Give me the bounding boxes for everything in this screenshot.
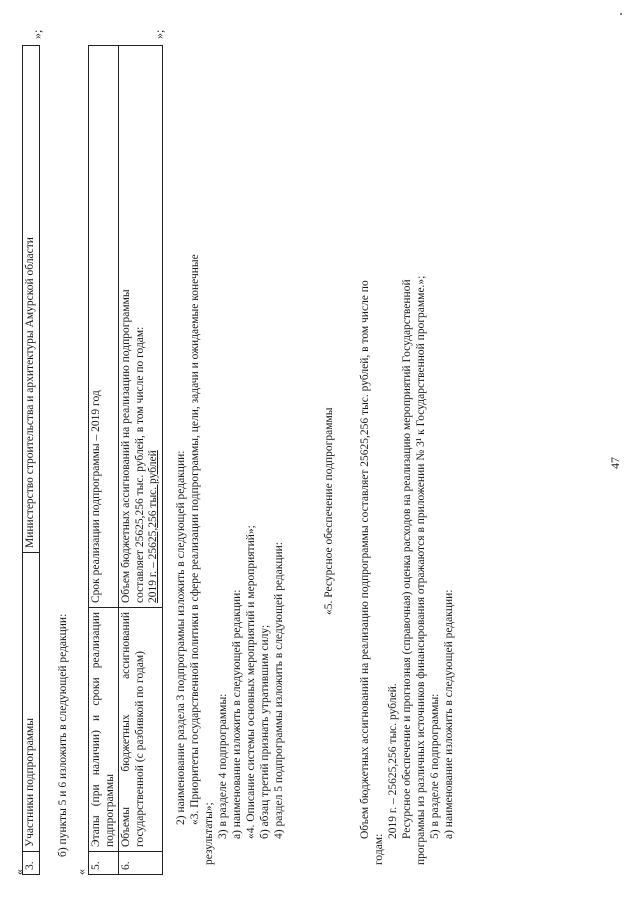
- table-row: [89, 46, 119, 875]
- row-label: Участники подпрограммы: [23, 553, 40, 852]
- participants-table: [22, 45, 40, 875]
- table2-close: »;: [152, 29, 166, 39]
- row-number: 6.: [119, 852, 163, 875]
- para-line: Объем бюджетных ассигнований на реализацию подпрограммы составляет 25625,256 тыс. рублей, в том числе по: [359, 280, 371, 839]
- sections-table: [88, 45, 163, 875]
- table-row: [23, 46, 40, 875]
- row-number: 5.: [89, 852, 119, 875]
- item-b-text: б) пункты 5 и 6 изложить в следующей редакции:: [57, 613, 69, 857]
- row-label: [89, 608, 119, 852]
- body-line: 2) наименование раздела 3 подпрограммы изложить в следующей редакции:: [175, 450, 187, 825]
- table1-open-quote: «: [12, 869, 26, 875]
- row-label: [119, 608, 163, 852]
- body-line: 3) в разделе 4 подпрограммы:: [217, 693, 229, 839]
- table2-open-quote: «: [74, 869, 88, 875]
- body-line: 4) раздел 5 подпрограммы изложить в следующей редакции:: [273, 542, 285, 839]
- para-line: 2019 г. – 25625,256 тыс. рублей.: [387, 683, 399, 839]
- row-value: [119, 46, 163, 608]
- para-line: а) наименование изложить в следующей редакции:: [443, 589, 455, 839]
- body-line: б) абзац третий признать утратившим силу;: [259, 624, 271, 839]
- row-label-line: Этапы (при наличии) и сроки реализации: [90, 612, 102, 847]
- para-line: Ресурсное обеспечение и прогнозная (справочная) оценка расходов на реализацию мероприятий Государственной: [401, 279, 413, 839]
- body-line: результаты»;: [203, 802, 215, 865]
- para-line: 5) в разделе 6 подпрограммы:: [429, 693, 441, 839]
- table1-close: »;: [30, 29, 44, 39]
- scan-speck: [620, 13, 622, 15]
- row-value-line: Срок реализации подпрограммы – 2019 год: [90, 390, 102, 603]
- row-label-line: государственной (с разбивкой по годам): [133, 651, 146, 847]
- row-label-line: подпрограммы: [103, 774, 116, 847]
- page-number: 47: [608, 457, 622, 469]
- body-line: «4. Описание системы основных мероприятий и мероприятий»;: [245, 525, 257, 839]
- row-value: [89, 46, 119, 608]
- body-line: «3. Приоритеты государственной политики в сфере реализации подпрограммы, цели, задачи и ожидаемые конечные: [189, 254, 201, 825]
- table-row: [119, 46, 163, 875]
- row-value: Министерство строительства и архитектуры Амурской области: [23, 46, 40, 553]
- row-value-line: Объем бюджетных ассигнований на реализацию подпрограммы: [120, 289, 132, 603]
- row-value-line: составляет 25625,256 тыс. рублей, в том числе по годам:: [133, 326, 146, 603]
- row-value-line: 2019 г. – 25625,256 тыс. рублей: [147, 450, 159, 603]
- para-line: годам:: [373, 833, 385, 865]
- para-line: программы из различных источников финансирования отражаются в приложении № 3¹ к Государственной программе.»;: [415, 275, 427, 865]
- row-label-line: Объемы бюджетных ассигнований: [120, 612, 132, 847]
- section-title: «5. Ресурсное обеспечение подпрограммы: [323, 407, 335, 615]
- body-line: а) наименование изложить в следующей редакции:: [231, 589, 243, 839]
- row-number: 3.: [23, 852, 40, 875]
